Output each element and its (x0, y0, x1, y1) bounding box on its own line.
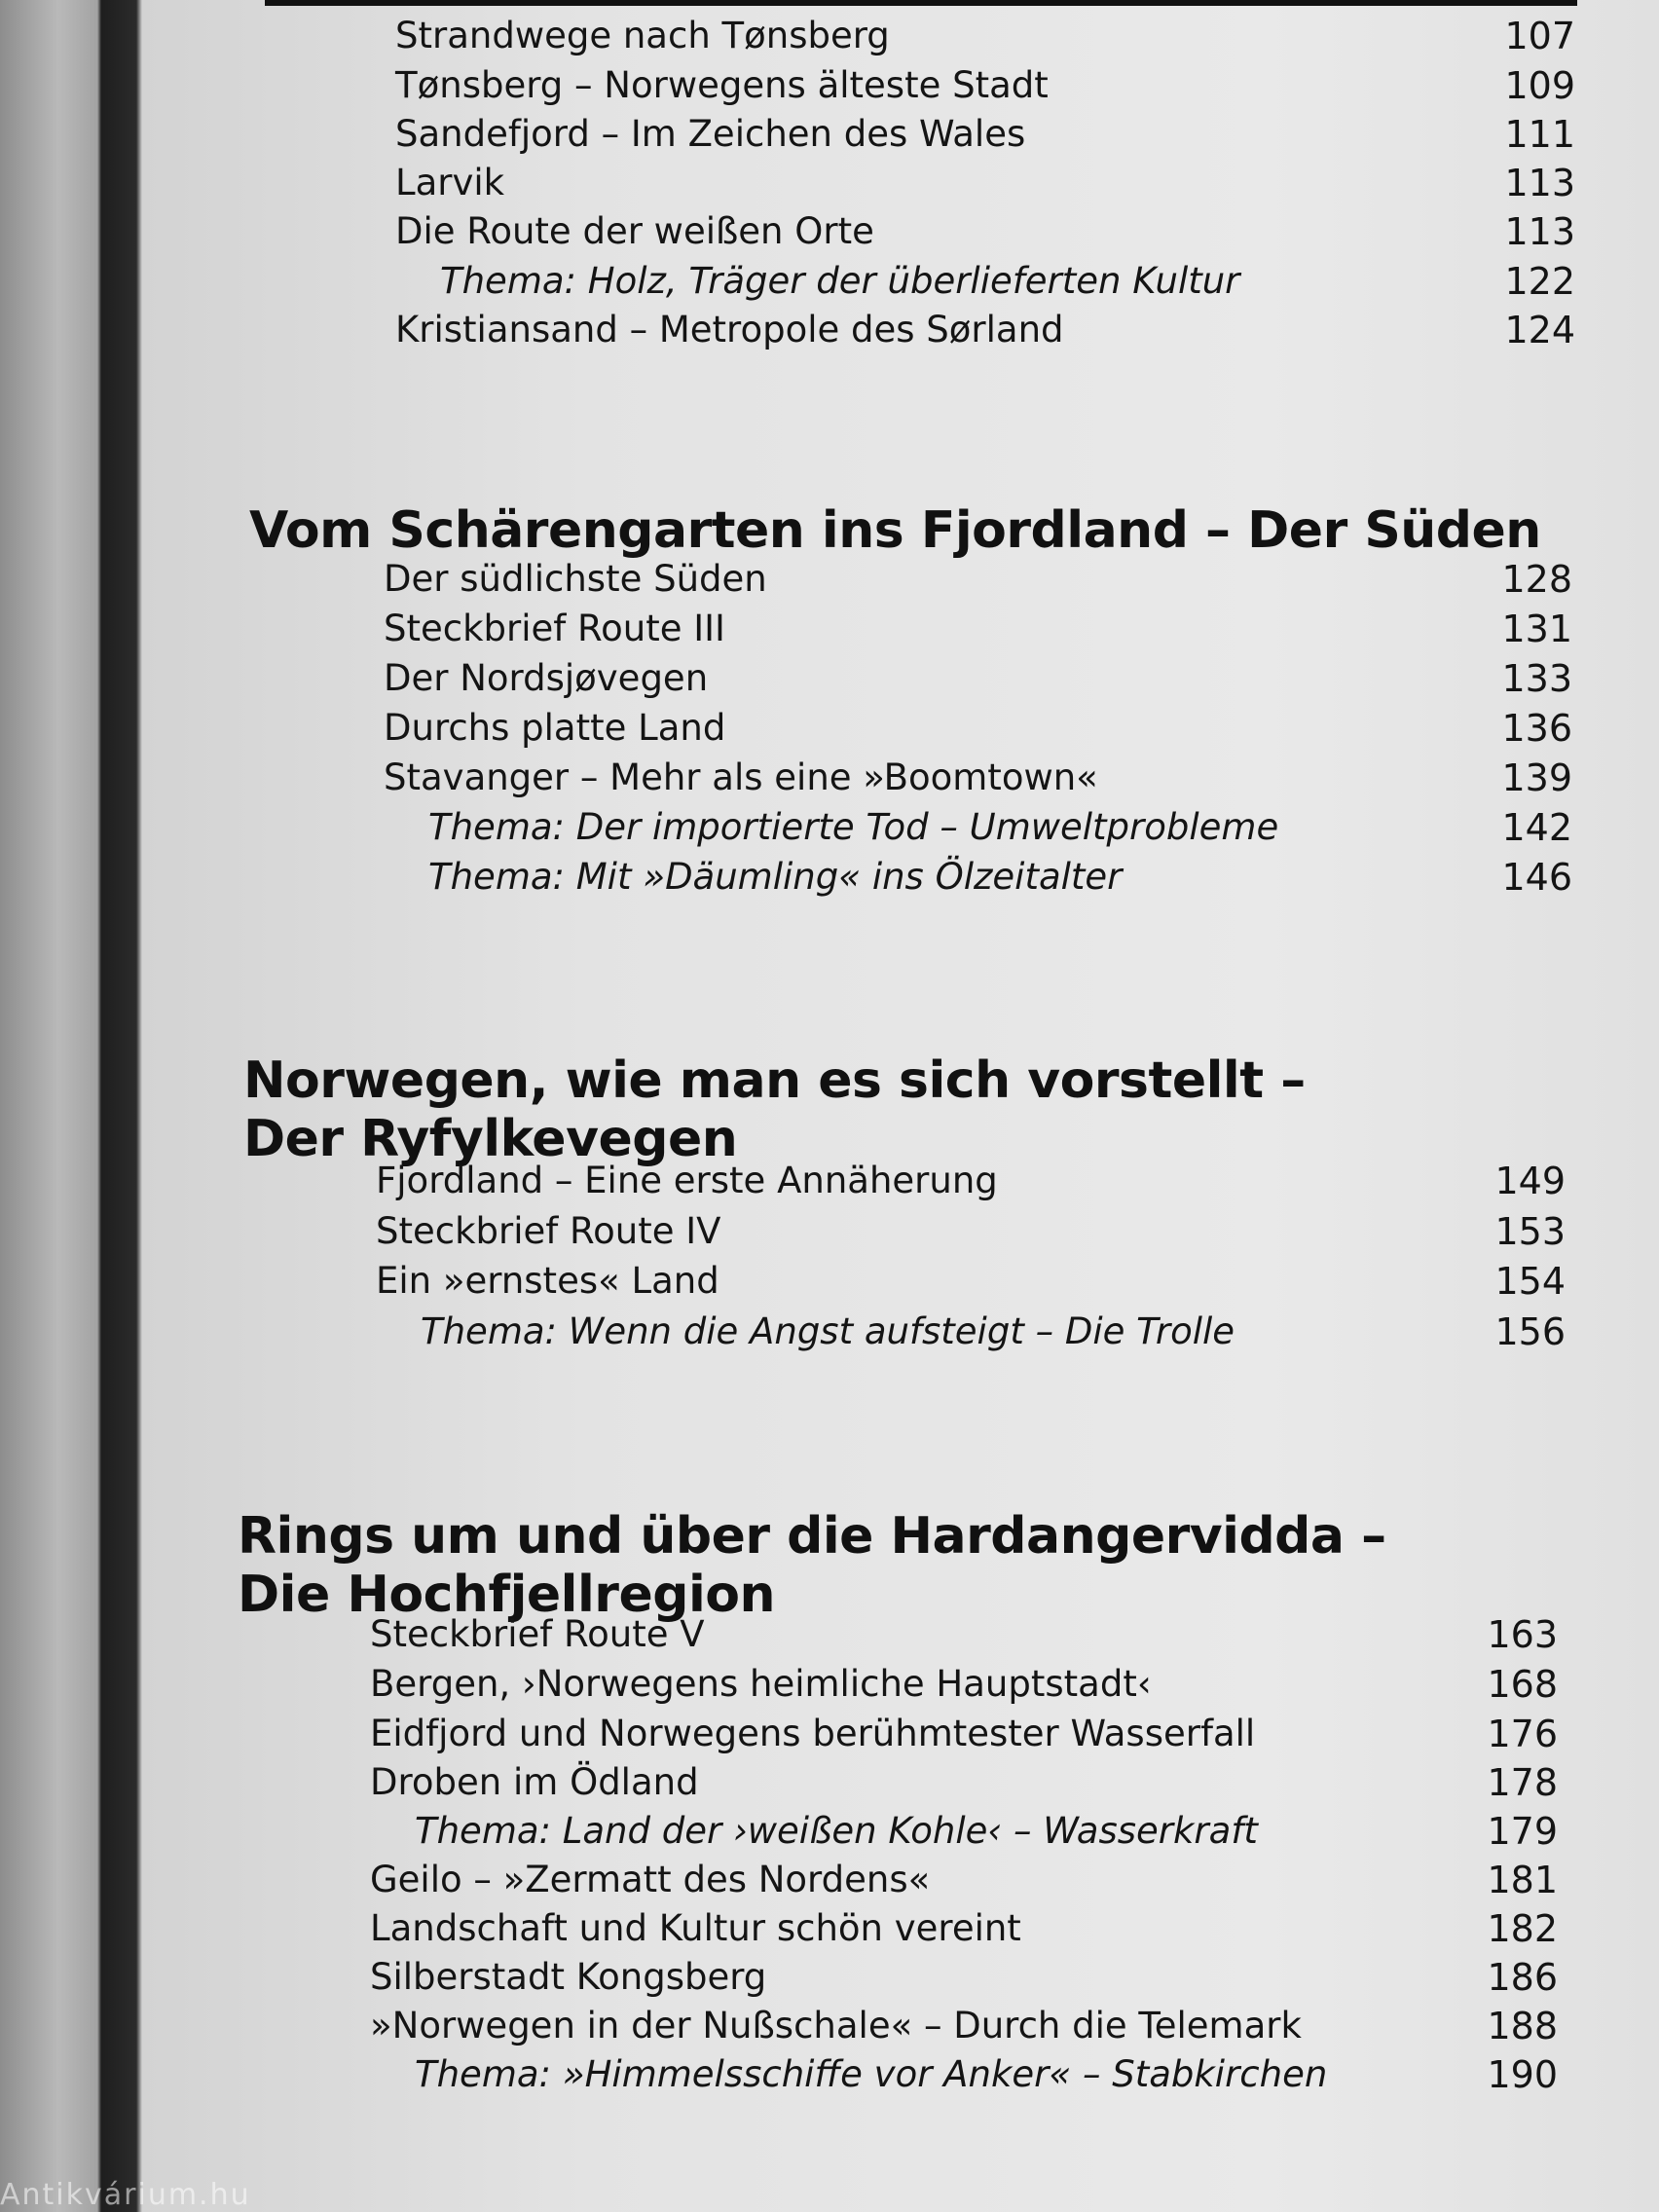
entry-page-number: 179 (1487, 1810, 1558, 1853)
entry-page-number: 131 (1501, 608, 1572, 650)
entry-title: Thema: Der importierte Tod – Umweltprobleme (428, 806, 1279, 848)
entry-title: Landschaft und Kultur schön vereint (370, 1907, 1021, 1949)
toc-entry (395, 12, 1575, 60)
entry-title: Larvik (395, 162, 505, 203)
entry-page-number: 178 (1487, 1761, 1558, 1804)
entry-page-number: 154 (1494, 1260, 1566, 1303)
toc-entry (370, 1856, 1558, 1904)
section-heading-line: Die Hochfjellregion (238, 1566, 776, 1624)
toc-entry (370, 1904, 1558, 1953)
toc-entry (395, 306, 1575, 354)
entry-page-number: 113 (1504, 162, 1575, 204)
entry-page-number: 142 (1501, 806, 1572, 849)
entry-page-number: 113 (1504, 210, 1575, 253)
toc-entry (370, 1660, 1558, 1709)
entry-title: Die Route der weißen Orte (395, 210, 874, 252)
entry-title: Thema: Holz, Träger der überlieferten Kultur (440, 260, 1240, 302)
entry-page-number: 124 (1504, 309, 1575, 351)
entry-page-number: 111 (1504, 113, 1575, 156)
toc-entry (384, 605, 1572, 653)
entry-title: Steckbrief Route V (370, 1613, 705, 1655)
section-heading-line: Vom Schärengarten ins Fjordland – Der Süden (249, 501, 1541, 560)
toc-theme-entry (428, 853, 1572, 902)
entry-title: Der südlichste Süden (384, 558, 767, 600)
toc-theme-entry (421, 1308, 1566, 1356)
entry-title: »Norwegen in der Nußschale« – Durch die Telemark (370, 2005, 1302, 2046)
entry-title: Kristiansand – Metropole des Sørland (395, 309, 1064, 350)
toc-entry (395, 207, 1575, 256)
entry-page-number: 139 (1501, 756, 1572, 799)
toc-entry (384, 704, 1572, 753)
toc-entry (376, 1257, 1566, 1306)
section-heading (238, 1507, 1386, 1624)
toc-theme-entry (428, 803, 1572, 852)
entry-title: Thema: Wenn die Angst aufsteigt – Die Trolle (421, 1310, 1235, 1352)
section-heading (243, 1051, 1306, 1168)
toc-page (142, 0, 1659, 2212)
entry-page-number: 153 (1494, 1210, 1566, 1253)
toc-theme-entry (440, 257, 1575, 306)
entry-title: Droben im Ödland (370, 1761, 699, 1803)
toc-entry (376, 1157, 1566, 1205)
entry-title: Thema: Land der ›weißen Kohle‹ – Wasserkraft (415, 1810, 1258, 1852)
section-heading-line: Der Ryfylkevegen (243, 1110, 738, 1168)
entry-title: Der Nordsjøvegen (384, 657, 709, 699)
entry-page-number: 163 (1487, 1613, 1558, 1656)
entry-title: Silberstadt Kongsberg (370, 1956, 767, 1998)
toc-entry (370, 1953, 1558, 2002)
entry-title: Ein »ernstes« Land (376, 1260, 719, 1302)
entry-page-number: 122 (1504, 260, 1575, 303)
entry-title: Thema: »Himmelsschiffe vor Anker« – Stabkirchen (415, 2053, 1328, 2095)
toc-entry (395, 61, 1575, 110)
entry-title: Steckbrief Route IV (376, 1210, 721, 1252)
section-heading-line: Norwegen, wie man es sich vorstellt – (243, 1051, 1306, 1110)
entry-page-number: 146 (1501, 856, 1572, 899)
entry-title: Strandwege nach Tønsberg (395, 15, 890, 56)
section-heading (249, 501, 1541, 560)
entry-title: Durchs platte Land (384, 707, 726, 749)
toc-entry (395, 110, 1575, 159)
watermark: Antikvárium.hu (0, 2178, 251, 2212)
entry-title: Sandefjord – Im Zeichen des Wales (395, 113, 1026, 155)
toc-entry (370, 1758, 1558, 1807)
toc-entry (384, 654, 1572, 703)
entry-page-number: 136 (1501, 707, 1572, 750)
entry-page-number: 181 (1487, 1859, 1558, 1901)
entry-page-number: 156 (1494, 1310, 1566, 1353)
toc-entry (384, 754, 1572, 802)
toc-entry (395, 159, 1575, 207)
entry-page-number: 128 (1501, 558, 1572, 601)
entry-page-number: 182 (1487, 1907, 1558, 1950)
toc-theme-entry (415, 2050, 1558, 2099)
entry-title: Eidfjord und Norwegens berühmtester Wasserfall (370, 1713, 1256, 1754)
entry-page-number: 188 (1487, 2005, 1558, 2047)
entry-page-number: 149 (1494, 1160, 1566, 1202)
entry-title: Tønsberg – Norwegens älteste Stadt (395, 64, 1049, 106)
entry-title: Thema: Mit »Däumling« ins Ölzeitalter (428, 856, 1123, 898)
entry-page-number: 107 (1504, 15, 1575, 57)
toc-entry (370, 1610, 1558, 1659)
entry-page-number: 186 (1487, 1956, 1558, 1999)
entry-page-number: 133 (1501, 657, 1572, 700)
entry-page-number: 176 (1487, 1713, 1558, 1755)
entry-title: Geilo – »Zermatt des Nordens« (370, 1859, 931, 1900)
entry-title: Stavanger – Mehr als eine »Boomtown« (384, 756, 1098, 798)
toc-theme-entry (415, 1807, 1558, 1856)
entry-page-number: 190 (1487, 2053, 1558, 2096)
entry-title: Steckbrief Route III (384, 608, 725, 649)
toc-entry (376, 1207, 1566, 1256)
entry-title: Bergen, ›Norwegens heimliche Hauptstadt‹ (370, 1663, 1152, 1705)
toc-entry (370, 2002, 1558, 2050)
entry-title: Fjordland – Eine erste Annäherung (376, 1160, 998, 1201)
entry-page-number: 109 (1504, 64, 1575, 107)
entry-page-number: 168 (1487, 1663, 1558, 1706)
section-heading-line: Rings um und über die Hardangervidda – (238, 1507, 1386, 1566)
toc-entry (384, 555, 1572, 604)
toc-entry (370, 1710, 1558, 1758)
